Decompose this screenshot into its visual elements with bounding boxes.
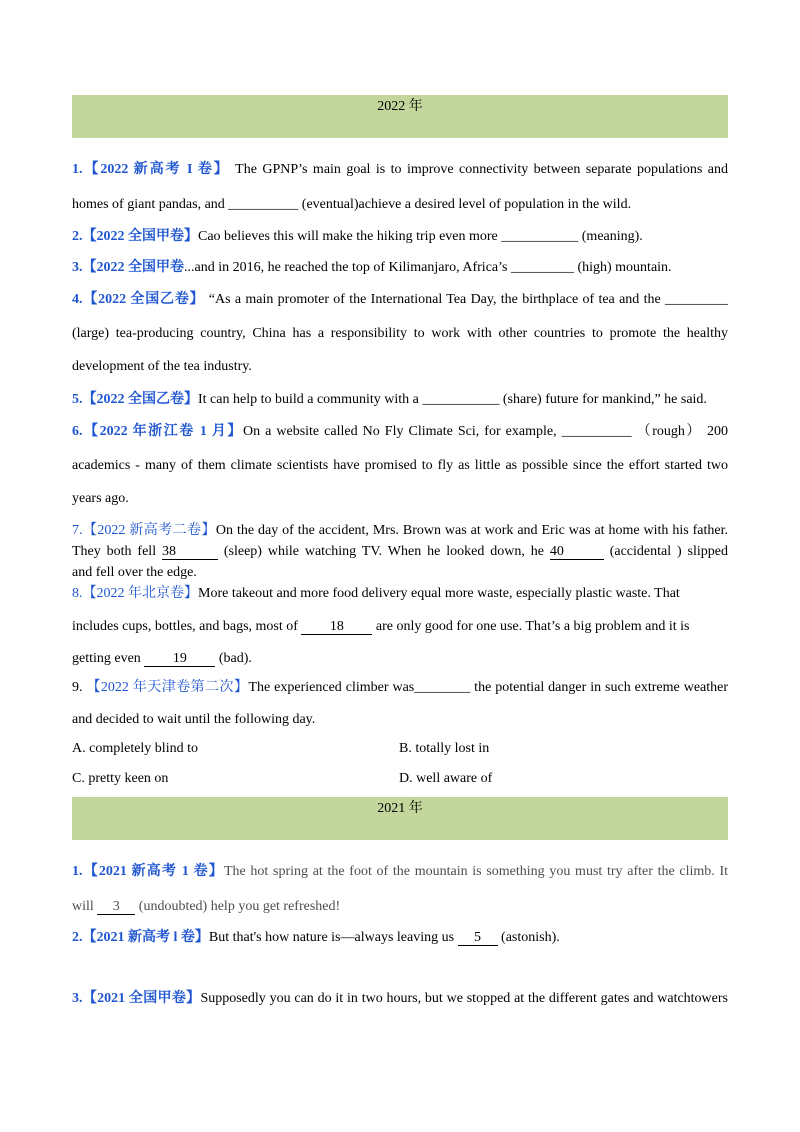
question-source: 【2022 新高考二卷】: [82, 523, 216, 538]
question-2021-1: [72, 854, 728, 924]
answer-blank: 5: [458, 930, 498, 946]
question-text: But that's how nature is—always leaving us: [208, 930, 455, 945]
options-row: [72, 764, 728, 794]
section-title: 2022 年: [377, 99, 423, 114]
text-line: [72, 889, 728, 924]
question-text: development of the tea industry.: [72, 359, 252, 374]
question-text: They both fell: [72, 544, 157, 559]
question-number: 7.: [72, 523, 83, 538]
question-number: 1.: [72, 162, 83, 177]
question-text: On the day of the accident, Mrs. Brown was at work and Eric was at home with his father.: [215, 523, 728, 538]
text-line: [72, 672, 728, 704]
text-line: [72, 482, 728, 516]
question-text: On a website called No Fly Climate Sci, for example, __________ （rough） 200: [242, 424, 729, 439]
text-line: [72, 187, 728, 222]
question-text: “As a main promoter of the International Tea Day, the birthplace of tea and the _________: [208, 292, 729, 307]
text-line: [72, 449, 728, 483]
question-text: (large) tea-producing country, China has a responsibility to work with other countries to promote the healthy: [72, 325, 728, 341]
question-text: (accidental ) slipped: [609, 544, 729, 559]
question-2021-2: [72, 922, 728, 954]
question-source: 【2022 全国甲卷: [82, 260, 184, 275]
question-number: 5.: [72, 392, 83, 407]
question-text: (sleep) while watching TV. When he looked down, he: [223, 544, 544, 559]
text-line: [72, 317, 728, 351]
answer-blank: 3: [97, 899, 135, 915]
text-line: [72, 541, 728, 562]
question-2022-4: [72, 283, 728, 384]
question-number: 8.: [72, 586, 83, 601]
option-b: B. totally lost in: [399, 741, 490, 756]
answer-blank: 40: [550, 544, 604, 560]
text-line: [72, 520, 728, 541]
question-source: 【2022 年浙江卷 1 月】: [82, 424, 243, 439]
text-line: [72, 578, 728, 611]
question-text: Cao believes this will make the hiking trip even more ___________ (meaning).: [198, 229, 643, 244]
question-text: (astonish).: [501, 930, 560, 945]
text-line: [72, 922, 728, 954]
text-line: [72, 384, 728, 416]
answer-blank: 18: [301, 619, 372, 635]
question-text: ...and in 2016, he reached the top of Kilimanjaro, Africa’s _________ (high) mountain.: [184, 260, 672, 275]
question-number: 6.: [72, 424, 83, 439]
question-source: 【2021 全国甲卷】: [82, 991, 201, 1006]
question-text: Supposedly you can do it in two hours, but we stopped at the different gates and watchtowers: [200, 991, 728, 1006]
question-text: homes of giant pandas, and __________ (eventual)achieve a desired level of population in the wild.: [72, 197, 632, 212]
section-bar-2021: [72, 797, 728, 840]
question-source: 【2022 年北京卷】: [82, 586, 198, 601]
question-text: are only good for one use. That’s a big problem and it is: [375, 618, 690, 634]
question-text: (bad).: [218, 651, 252, 666]
text-line: [72, 283, 728, 317]
question-source: 【2022 全国乙卷】: [82, 292, 205, 307]
text-line: [72, 854, 728, 889]
text-line: [72, 252, 728, 284]
question-number: 1.: [72, 864, 83, 879]
question-text: The GPNP’s main goal is to improve connectivity between separate populations and: [235, 162, 729, 177]
question-number: 9.: [72, 680, 83, 695]
question-source: 【2022 年天津卷第二次】: [86, 680, 249, 695]
question-text: and fell over the edge.: [72, 565, 197, 580]
question-text: years ago.: [72, 491, 129, 506]
text-line: [72, 415, 728, 449]
question-text: The experienced climber was________ the potential danger in such extreme weather: [248, 680, 729, 695]
section-bar-2022: [72, 95, 728, 138]
question-number: 2.: [72, 229, 83, 244]
answer-blank: 19: [144, 651, 215, 667]
answer-options: [72, 734, 728, 794]
question-2022-3: [72, 252, 728, 284]
question-source: 【2021 新高考 l 卷】: [82, 930, 209, 945]
question-source: 【2022 全国乙卷】: [82, 392, 198, 407]
question-text: and decided to wait until the following day.: [72, 712, 316, 727]
text-line: [72, 611, 728, 644]
question-source: 【2021 新高考 1 卷】: [82, 864, 224, 879]
text-line: [72, 152, 728, 187]
text-line: [72, 643, 728, 676]
answer-blank: 38: [162, 544, 218, 560]
question-number: 3.: [72, 991, 83, 1006]
question-number: 2.: [72, 930, 83, 945]
question-text: will: [72, 899, 94, 914]
question-2022-9: [72, 672, 728, 736]
question-2022-2: [72, 221, 728, 253]
question-2021-3: [72, 983, 728, 1015]
question-text: includes cups, bottles, and bags, most of: [72, 618, 298, 634]
text-line: [72, 221, 728, 253]
question-2022-6: [72, 415, 728, 516]
options-row: [72, 734, 728, 764]
text-line: [72, 350, 728, 384]
question-text: (undoubted) help you get refreshed!: [138, 899, 341, 914]
question-text: It can help to build a community with a ___________ (share) future for mankind,” he said.: [198, 392, 707, 407]
option-d: D. well aware of: [399, 771, 493, 786]
question-source: 【2022 新高考 I 卷】: [82, 162, 230, 177]
text-line: [72, 983, 728, 1015]
question-number: 4.: [72, 292, 83, 307]
question-text: The hot spring at the foot of the mountain is something you must try after the climb. It: [223, 864, 728, 879]
question-2022-8: [72, 578, 728, 676]
question-2022-1: [72, 152, 728, 222]
text-line: [72, 704, 728, 736]
option-a: A. completely blind to: [72, 741, 198, 756]
question-text: More takeout and more food delivery equal more waste, especially plastic waste. That: [198, 586, 680, 601]
question-text: academics - many of them climate scientists have promised to fly as little as possible since the effort started two: [72, 457, 728, 473]
section-title: 2021 年: [377, 801, 423, 816]
question-text: getting even: [72, 651, 141, 666]
question-number: 3.: [72, 260, 83, 275]
question-2022-5: [72, 384, 728, 416]
question-source: 【2022 全国甲卷】: [82, 229, 198, 244]
option-c: C. pretty keen on: [72, 771, 169, 786]
question-2022-7: [72, 520, 728, 583]
